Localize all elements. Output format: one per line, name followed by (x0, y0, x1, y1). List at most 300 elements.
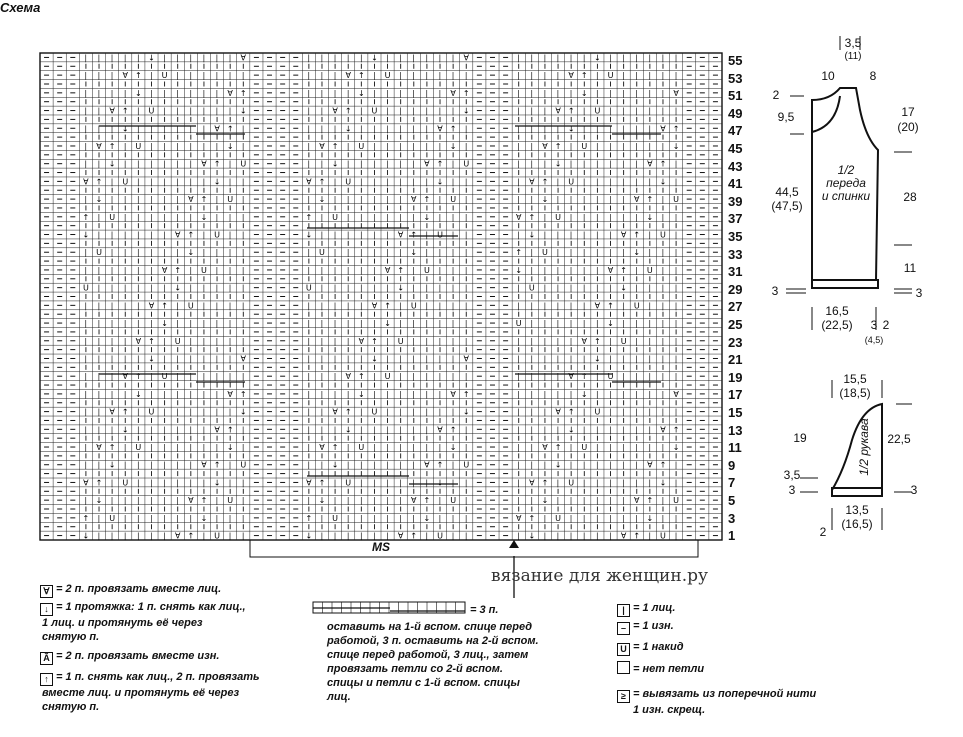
svg-text:∣: ∣ (542, 531, 547, 541)
waist-dim: 11 (903, 261, 917, 275)
svg-text:∣: ∣ (634, 354, 639, 364)
svg-text:∣: ∣ (582, 124, 587, 134)
svg-text:∣: ∣ (516, 443, 521, 453)
svg-text:∀: ∀ (332, 407, 338, 417)
svg-text:∣: ∣ (660, 212, 665, 222)
svg-text:∣: ∣ (110, 389, 115, 399)
svg-text:↓: ↓ (633, 248, 641, 258)
svg-text:∣: ∣ (660, 71, 665, 81)
svg-text:∣: ∣ (516, 53, 521, 63)
svg-text:∣: ∣ (621, 141, 626, 151)
row-label: 5 (728, 493, 736, 508)
svg-text:∣: ∣ (556, 319, 561, 329)
svg-text:∣: ∣ (451, 319, 456, 329)
svg-text:∣: ∣ (438, 195, 443, 205)
svg-text:∣: ∣ (529, 141, 534, 151)
svg-text:∣: ∣ (123, 88, 128, 98)
svg-text:U: U (214, 531, 220, 541)
svg-text:U: U (82, 283, 89, 293)
svg-text:U: U (607, 71, 614, 81)
row-label: 41 (728, 176, 743, 192)
svg-text:∣: ∣ (359, 513, 364, 523)
svg-text:∣: ∣ (516, 372, 521, 382)
svg-text:∣: ∣ (123, 230, 128, 240)
svg-text:∣: ∣ (346, 389, 351, 399)
svg-text:∀: ∀ (201, 460, 207, 470)
svg-text:∣: ∣ (372, 425, 377, 435)
svg-text:↑: ↑ (344, 106, 352, 116)
row-label: 19 (728, 369, 743, 385)
svg-text:∣: ∣ (372, 513, 377, 523)
svg-text:↓: ↓ (148, 354, 155, 364)
svg-text:∣: ∣ (241, 265, 246, 275)
svg-text:↓: ↓ (594, 354, 601, 364)
svg-text:∣: ∣ (464, 177, 469, 187)
svg-text:∣: ∣ (136, 53, 141, 63)
svg-text:∣: ∣ (333, 71, 338, 81)
svg-text:↓: ↓ (331, 159, 339, 169)
svg-text:↓: ↓ (187, 248, 195, 258)
svg-text:∀: ∀ (319, 443, 325, 453)
svg-text:↓: ↓ (318, 195, 326, 205)
svg-text:∣: ∣ (621, 195, 626, 205)
legend-p2tog-text: = 2 п. провязать вместе изн. (56, 650, 220, 662)
svg-text:∀: ∀ (83, 177, 89, 187)
svg-text:∣: ∣ (215, 53, 220, 63)
svg-text:∣: ∣ (149, 177, 154, 187)
svg-text:∣: ∣ (451, 283, 456, 293)
svg-text:∣: ∣ (634, 425, 639, 435)
svg-text:∣: ∣ (608, 478, 613, 488)
svg-text:∣: ∣ (608, 496, 613, 506)
svg-text:∣: ∣ (188, 88, 193, 98)
svg-text:∣: ∣ (451, 230, 456, 240)
svg-text:∣: ∣ (608, 531, 613, 541)
hem-left-dim: 3 (771, 284, 779, 298)
svg-text:↓: ↓ (344, 124, 352, 134)
svg-text:∣: ∣ (595, 159, 600, 169)
svg-text:↑: ↑ (135, 372, 142, 382)
svg-text:∣: ∣ (83, 88, 88, 98)
svg-text:∣: ∣ (188, 443, 193, 453)
svg-text:U: U (96, 248, 102, 258)
svg-text:∣: ∣ (451, 301, 456, 311)
svg-text:∣: ∣ (123, 283, 128, 293)
svg-text:∣: ∣ (411, 336, 416, 346)
svg-text:↑: ↑ (646, 496, 654, 506)
svg-text:∣: ∣ (175, 513, 180, 523)
svg-text:∣: ∣ (215, 389, 220, 399)
svg-text:∣: ∣ (123, 336, 128, 346)
svg-text:∣: ∣ (424, 531, 429, 541)
svg-text:∣: ∣ (149, 319, 154, 329)
svg-text:∣: ∣ (595, 177, 600, 187)
svg-text:U: U (345, 478, 352, 488)
svg-text:↑: ↑ (305, 212, 313, 222)
svg-text:∀: ∀ (240, 354, 247, 364)
svg-text:∣: ∣ (398, 177, 403, 187)
svg-text:∣: ∣ (201, 301, 206, 311)
svg-text:↓: ↓ (200, 513, 208, 523)
svg-text:∣: ∣ (621, 177, 626, 187)
svg-text:∣: ∣ (359, 407, 364, 417)
svg-text:∣: ∣ (438, 212, 443, 222)
svg-text:↓: ↓ (541, 496, 549, 506)
side-height-dim: 28 (903, 190, 917, 204)
svg-text:∣: ∣ (123, 513, 128, 523)
svg-text:U: U (384, 71, 391, 81)
svg-text:∀: ∀ (673, 88, 679, 98)
svg-text:∣: ∣ (110, 531, 115, 541)
svg-text:∣: ∣ (438, 389, 443, 399)
svg-text:∣: ∣ (149, 265, 154, 275)
svg-text:∣: ∣ (569, 496, 574, 506)
svg-text:∣: ∣ (359, 283, 364, 293)
svg-text:∣: ∣ (228, 407, 233, 417)
svg-text:∣: ∣ (175, 195, 180, 205)
svg-text:∣: ∣ (372, 88, 377, 98)
svg-text:U: U (214, 230, 220, 240)
legend-knit-text: = 1 лиц. (633, 602, 676, 614)
svg-text:U: U (410, 301, 417, 311)
svg-text:∣: ∣ (149, 248, 154, 258)
svg-text:∀: ∀ (463, 354, 469, 364)
svg-text:∣: ∣ (621, 248, 626, 258)
svg-text:∣: ∣ (346, 195, 351, 205)
sleeve-bottom-dim: 13,5 (845, 503, 869, 517)
svg-text:∣: ∣ (595, 443, 600, 453)
svg-text:∣: ∣ (385, 248, 390, 258)
k2tog-icon: ∀ (40, 585, 53, 598)
svg-text:U: U (528, 283, 535, 293)
svg-text:∣: ∣ (175, 354, 180, 364)
svg-text:∣: ∣ (451, 212, 456, 222)
svg-text:↑: ↑ (213, 159, 221, 169)
svg-text:∣: ∣ (385, 336, 390, 346)
svg-text:∣: ∣ (136, 478, 141, 488)
svg-text:∣: ∣ (319, 319, 324, 329)
svg-text:∣: ∣ (556, 195, 561, 205)
svg-text:∣: ∣ (674, 248, 679, 258)
svg-text:∣: ∣ (162, 496, 167, 506)
svg-text:∣: ∣ (136, 407, 141, 417)
svg-text:∣: ∣ (660, 513, 665, 523)
svg-text:∣: ∣ (438, 71, 443, 81)
svg-text:∣: ∣ (123, 53, 128, 63)
svg-text:↑: ↑ (541, 177, 549, 187)
svg-text:∣: ∣ (464, 513, 469, 523)
svg-text:∣: ∣ (451, 478, 456, 488)
svg-text:∣: ∣ (333, 301, 338, 311)
svg-text:∣: ∣ (201, 248, 206, 258)
svg-text:∣: ∣ (529, 71, 534, 81)
svg-text:∣: ∣ (608, 230, 613, 240)
svg-text:∀: ∀ (411, 496, 417, 506)
svg-text:∣: ∣ (346, 336, 351, 346)
row-label: 51 (728, 88, 743, 104)
svg-text:∣: ∣ (319, 372, 324, 382)
svg-text:U: U (345, 177, 352, 187)
svg-text:∣: ∣ (372, 248, 377, 258)
svg-text:∣: ∣ (595, 389, 600, 399)
hem-right-dim: 3 (915, 286, 923, 300)
svg-text:∣: ∣ (162, 88, 167, 98)
row-label: 3 (728, 510, 736, 526)
svg-text:↓: ↓ (331, 460, 339, 470)
svg-text:↓: ↓ (607, 319, 614, 329)
svg-text:∣: ∣ (228, 106, 233, 116)
svg-text:∣: ∣ (241, 372, 246, 382)
svg-text:∣: ∣ (215, 354, 220, 364)
svg-text:∣: ∣ (516, 230, 521, 240)
svg-text:∣: ∣ (569, 531, 574, 541)
svg-text:U: U (201, 265, 207, 275)
svg-text:∣: ∣ (306, 354, 311, 364)
svg-text:∣: ∣ (569, 53, 574, 63)
svg-text:∣: ∣ (398, 460, 403, 470)
svg-text:↑: ↑ (607, 301, 614, 311)
svg-text:∣: ∣ (411, 478, 416, 488)
svg-text:↓: ↓ (174, 283, 182, 293)
svg-text:∣: ∣ (385, 407, 390, 417)
svg-text:∣: ∣ (123, 531, 128, 541)
svg-text:∣: ∣ (83, 407, 88, 417)
svg-text:∣: ∣ (647, 336, 652, 346)
svg-text:↓: ↓ (148, 53, 155, 63)
legend-cable-text-2: оставить на 1-й вспом. спице перед (327, 621, 533, 633)
svg-text:∣: ∣ (149, 195, 154, 205)
svg-text:↓: ↓ (95, 195, 103, 205)
svg-text:∀: ∀ (227, 88, 233, 98)
svg-text:∣: ∣ (241, 283, 246, 293)
svg-text:∣: ∣ (215, 265, 220, 275)
svg-text:∣: ∣ (582, 513, 587, 523)
svg-text:∣: ∣ (123, 496, 128, 506)
svg-text:∣: ∣ (175, 177, 180, 187)
svg-text:U: U (437, 531, 443, 541)
svg-text:∣: ∣ (660, 88, 665, 98)
svg-text:∣: ∣ (516, 336, 521, 346)
svg-text:∣: ∣ (215, 513, 220, 523)
row-label: 55 (728, 53, 743, 68)
row-label: 7 (728, 475, 736, 491)
svg-text:∣: ∣ (516, 301, 521, 311)
svg-text:∣: ∣ (162, 443, 167, 453)
svg-text:↓: ↓ (305, 230, 313, 240)
svg-text:∣: ∣ (162, 177, 167, 187)
svg-text:∣: ∣ (136, 513, 141, 523)
svg-text:∣: ∣ (464, 71, 469, 81)
yarn-over-icon: U (617, 643, 630, 656)
svg-text:∣: ∣ (136, 265, 141, 275)
svg-text:∣: ∣ (241, 336, 246, 346)
svg-text:∣: ∣ (542, 389, 547, 399)
svg-text:∣: ∣ (175, 407, 180, 417)
svg-text:↓: ↓ (384, 319, 391, 329)
svg-text:∣: ∣ (123, 301, 128, 311)
svg-text:∣: ∣ (372, 283, 377, 293)
svg-text:∣: ∣ (385, 159, 390, 169)
svg-text:∣: ∣ (110, 478, 115, 488)
svg-text:∣: ∣ (595, 460, 600, 470)
svg-text:∣: ∣ (424, 372, 429, 382)
svg-text:∣: ∣ (201, 71, 206, 81)
svg-text:∣: ∣ (201, 336, 206, 346)
svg-text:∀: ∀ (581, 336, 588, 346)
svg-text:↑: ↑ (135, 71, 142, 81)
svg-text:∣: ∣ (162, 354, 167, 364)
svg-text:∣: ∣ (529, 372, 534, 382)
svg-text:↑: ↑ (82, 513, 90, 523)
svg-text:↑: ↑ (554, 141, 562, 151)
svg-text:∣: ∣ (569, 336, 574, 346)
body-label: 1/2 переда и спинки (821, 163, 871, 203)
svg-text:∣: ∣ (398, 372, 403, 382)
svg-text:∣: ∣ (411, 177, 416, 187)
svg-text:∣: ∣ (110, 354, 115, 364)
svg-text:∀: ∀ (201, 159, 207, 169)
svg-text:∣: ∣ (464, 531, 469, 541)
svg-text:∣: ∣ (346, 212, 351, 222)
svg-text:∣: ∣ (228, 53, 233, 63)
svg-text:∣: ∣ (608, 177, 613, 187)
svg-text:↑: ↑ (633, 230, 641, 240)
svg-text:∣: ∣ (621, 478, 626, 488)
svg-text:↓: ↓ (580, 389, 588, 399)
svg-text:∀: ∀ (620, 230, 627, 240)
row-label: 29 (728, 281, 743, 297)
row-label: 1 (728, 528, 736, 544)
svg-text:∣: ∣ (97, 212, 102, 222)
svg-text:∣: ∣ (97, 159, 102, 169)
svg-text:∣: ∣ (97, 513, 102, 523)
svg-text:∣: ∣ (398, 124, 403, 134)
svg-text:∣: ∣ (647, 177, 652, 187)
svg-text:∣: ∣ (149, 71, 154, 81)
svg-text:∣: ∣ (556, 265, 561, 275)
svg-text:∣: ∣ (201, 443, 206, 453)
svg-text:∣: ∣ (621, 159, 626, 169)
legend-sk2p (40, 670, 260, 714)
svg-text:∣: ∣ (319, 531, 324, 541)
legend-cable-text (327, 620, 539, 704)
svg-text:∣: ∣ (569, 389, 574, 399)
svg-text:∣: ∣ (464, 230, 469, 240)
svg-text:U: U (568, 478, 575, 488)
svg-text:∣: ∣ (529, 248, 534, 258)
svg-text:∣: ∣ (110, 301, 115, 311)
svg-text:∣: ∣ (123, 159, 128, 169)
svg-text:∣: ∣ (569, 319, 574, 329)
front-neck-dim: 9,5 (777, 110, 795, 124)
svg-text:∣: ∣ (306, 443, 311, 453)
svg-text:∣: ∣ (529, 389, 534, 399)
svg-text:∣: ∣ (241, 212, 246, 222)
svg-text:∣: ∣ (542, 230, 547, 240)
svg-text:∣: ∣ (674, 336, 679, 346)
svg-text:U: U (358, 141, 365, 151)
svg-text:∣: ∣ (529, 425, 534, 435)
svg-text:∣: ∣ (451, 407, 456, 417)
svg-text:∣: ∣ (83, 443, 88, 453)
svg-text:∣: ∣ (556, 531, 561, 541)
svg-text:∀: ∀ (358, 336, 365, 346)
svg-text:∣: ∣ (464, 141, 469, 151)
svg-text:∣: ∣ (359, 212, 364, 222)
svg-text:∀: ∀ (96, 443, 102, 453)
svg-text:U: U (437, 230, 443, 240)
svg-text:∣: ∣ (83, 460, 88, 470)
svg-text:∀: ∀ (515, 513, 522, 523)
svg-text:∀: ∀ (174, 230, 181, 240)
svg-text:∣: ∣ (333, 372, 338, 382)
svg-text:∣: ∣ (215, 336, 220, 346)
svg-text:∣: ∣ (582, 159, 587, 169)
svg-text:U: U (594, 106, 601, 116)
svg-text:∀: ∀ (188, 195, 194, 205)
svg-text:U: U (332, 212, 339, 222)
svg-text:∣: ∣ (464, 443, 469, 453)
svg-text:∣: ∣ (241, 248, 246, 258)
svg-text:∣: ∣ (241, 319, 246, 329)
svg-text:∣: ∣ (175, 159, 180, 169)
svg-text:∣: ∣ (451, 159, 456, 169)
svg-text:U: U (581, 443, 588, 453)
svg-text:∣: ∣ (188, 513, 193, 523)
svg-text:∣: ∣ (438, 301, 443, 311)
svg-text:∣: ∣ (149, 159, 154, 169)
svg-text:∣: ∣ (595, 124, 600, 134)
svg-text:∣: ∣ (621, 124, 626, 134)
svg-text:∣: ∣ (398, 71, 403, 81)
svg-text:∣: ∣ (438, 513, 443, 523)
svg-text:∣: ∣ (621, 301, 626, 311)
svg-text:∣: ∣ (556, 248, 561, 258)
svg-text:↑: ↑ (318, 177, 326, 187)
svg-text:∣: ∣ (110, 177, 115, 187)
svg-text:∣: ∣ (542, 460, 547, 470)
svg-text:∣: ∣ (608, 283, 613, 293)
svg-text:∣: ∣ (136, 212, 141, 222)
svg-text:∣: ∣ (149, 124, 154, 134)
svg-text:∣: ∣ (215, 319, 220, 329)
svg-text:∣: ∣ (411, 460, 416, 470)
svg-text:∣: ∣ (333, 354, 338, 364)
svg-text:∀: ∀ (345, 372, 351, 382)
svg-text:∣: ∣ (542, 336, 547, 346)
svg-text:∀: ∀ (148, 301, 155, 311)
svg-text:↓: ↓ (161, 319, 168, 329)
svg-text:∣: ∣ (241, 513, 246, 523)
svg-text:∣: ∣ (241, 301, 246, 311)
svg-text:↑: ↑ (371, 336, 378, 346)
svg-text:∣: ∣ (162, 230, 167, 240)
svg-text:∣: ∣ (411, 372, 416, 382)
svg-text:∣: ∣ (123, 195, 128, 205)
svg-text:∣: ∣ (201, 106, 206, 116)
svg-text:∣: ∣ (464, 301, 469, 311)
row-label: 11 (728, 440, 742, 456)
svg-text:∣: ∣ (319, 354, 324, 364)
svg-text:∣: ∣ (306, 71, 311, 81)
svg-text:∣: ∣ (346, 265, 351, 275)
svg-text:∣: ∣ (201, 531, 206, 541)
svg-text:∣: ∣ (175, 71, 180, 81)
ms-label: MS (372, 540, 390, 554)
svg-text:∣: ∣ (608, 124, 613, 134)
svg-text:U: U (161, 71, 168, 81)
svg-text:∣: ∣ (385, 425, 390, 435)
